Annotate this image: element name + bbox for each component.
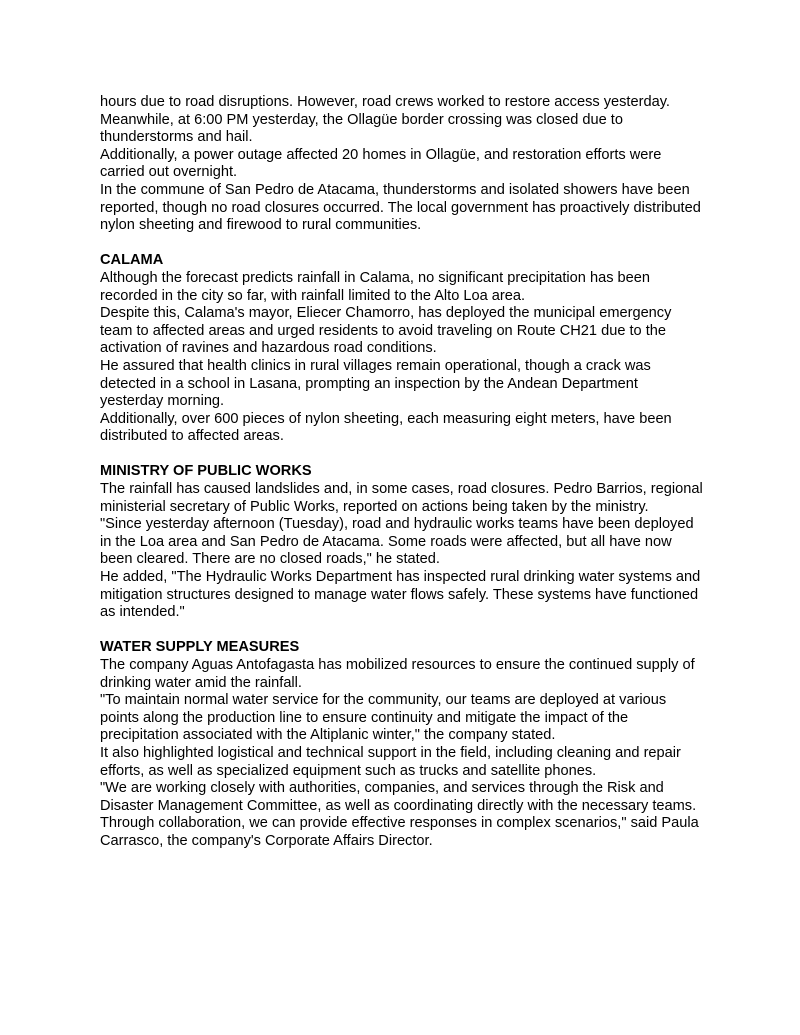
paragraph: Additionally, a power outage affected 20 homes in Ollagüe, and restoration efforts were carried out overnight.: [100, 146, 662, 181]
calama-section: [100, 252, 705, 446]
paragraph: "We are working closely with authorities, companies, and services through the Risk and Disaster Management Committee, as well as coordinating directly with the necessary teams. Through collaboration, we can provide effective responses in complex scenarios," said Paula Carrasco, the company's Corporate Affairs Director.: [100, 780, 699, 849]
paragraph: In the commune of San Pedro de Atacama, thunderstorms and isolated showers have been reported, though no road closures occurred. The local government has proactively distributed nylon sheeting and firewood to rural communities.: [100, 181, 701, 234]
paragraph: The company Aguas Antofagasta has mobilized resources to ensure the continued supply of drinking water amid the rainfall.: [100, 657, 695, 691]
intro-section: [100, 94, 705, 235]
paragraph: He added, "The Hydraulic Works Department has inspected rural drinking water systems and mitigation structures designed to manage water flows safely. These systems have functioned as intended.": [100, 569, 701, 621]
section-heading: MINISTRY OF PUBLIC WORKS: [100, 463, 312, 480]
water-supply-section: [100, 639, 705, 850]
paragraph: Meanwhile, at 6:00 PM yesterday, the Ollagüe border crossing was closed due to thunderstorms and hail.: [100, 111, 623, 146]
section-heading: WATER SUPPLY MEASURES: [100, 639, 300, 656]
paragraph: The rainfall has caused landslides and, in some cases, road closures. Pedro Barrios, regional ministerial secretary of Public Works, reported on actions being taken by the ministry.: [100, 481, 703, 515]
paragraph: hours due to road disruptions. However, road crews worked to restore access yesterday.: [100, 94, 670, 110]
section-heading: CALAMA: [100, 252, 164, 269]
paragraph: He assured that health clinics in rural villages remain operational, though a crack was detected in a school in Lasana, prompting an inspection by the Andean Department yesterday morning.: [100, 357, 651, 410]
paragraph: "To maintain normal water service for the community, our teams are deployed at various points along the production line to ensure continuity and mitigate the impact of the precipitation associated with the Altiplanic winter," the company stated.: [100, 692, 667, 744]
document-page: [100, 94, 705, 851]
paragraph: "Since yesterday afternoon (Tuesday), road and hydraulic works teams have been deployed in the Loa area and San Pedro de Atacama. Some roads were affected, but all have now been cleared. There are no closed roads," he stated.: [100, 516, 694, 568]
paragraph: It also highlighted logistical and technical support in the field, including cleaning and repair efforts, as well as specialized equipment such as trucks and satellite phones.: [100, 744, 681, 779]
paragraph: Despite this, Calama's mayor, Eliecer Chamorro, has deployed the municipal emergency team to affected areas and urged residents to avoid traveling on Route CH21 due to the activation of ravines and hazardous road conditions.: [100, 305, 672, 357]
paragraph: Although the forecast predicts rainfall in Calama, no significant precipitation has been recorded in the city so far, with rainfall limited to the Alto Loa area.: [100, 269, 651, 304]
public-works-section: [100, 463, 705, 621]
paragraph: Additionally, over 600 pieces of nylon sheeting, each measuring eight meters, have been distributed to affected areas.: [100, 410, 672, 445]
